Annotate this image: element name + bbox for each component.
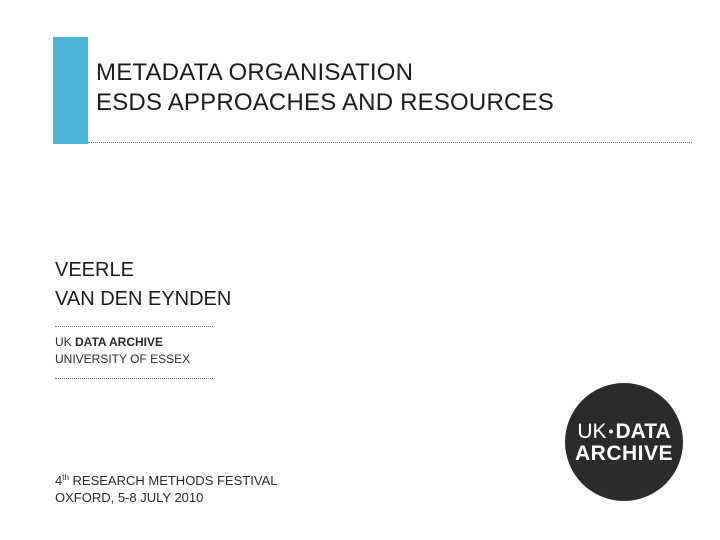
organisation-block xyxy=(55,334,190,368)
organisation-name-bold: DATA ARCHIVE xyxy=(75,335,164,349)
uk-data-archive-logo xyxy=(565,383,683,501)
logo-line-2: ARCHIVE xyxy=(574,442,673,465)
logo-uk-text: UK xyxy=(577,420,607,443)
event-location-date: OXFORD, 5-8 JULY 2010 xyxy=(55,490,204,505)
event-ordinal-suffix: th xyxy=(62,473,69,482)
logo-line-1 xyxy=(565,420,683,443)
author-last-name: VAN DEN EYNDEN xyxy=(55,288,232,310)
organisation-prefix: UK xyxy=(55,335,76,349)
title-line-2: ESDS APPROACHES AND RESOURCES xyxy=(96,89,554,116)
event-block xyxy=(55,472,277,506)
event-title: RESEARCH METHODS FESTIVAL xyxy=(68,473,278,488)
accent-bar xyxy=(53,37,88,144)
title-line-1: METADATA ORGANISATION xyxy=(96,59,414,86)
org-divider-bottom xyxy=(55,378,213,379)
org-divider-top xyxy=(55,326,213,327)
slide-title xyxy=(96,58,554,118)
logo-dot: • xyxy=(608,423,614,439)
title-divider xyxy=(88,142,692,143)
event-name xyxy=(55,472,277,489)
author-name xyxy=(55,256,231,314)
author-first-name: VEERLE xyxy=(55,259,134,281)
organisation-name xyxy=(55,334,190,351)
event-number: 4 xyxy=(55,473,63,488)
logo-data-text: DATA xyxy=(615,420,671,443)
university-name: UNIVERSITY OF ESSEX xyxy=(55,352,191,366)
